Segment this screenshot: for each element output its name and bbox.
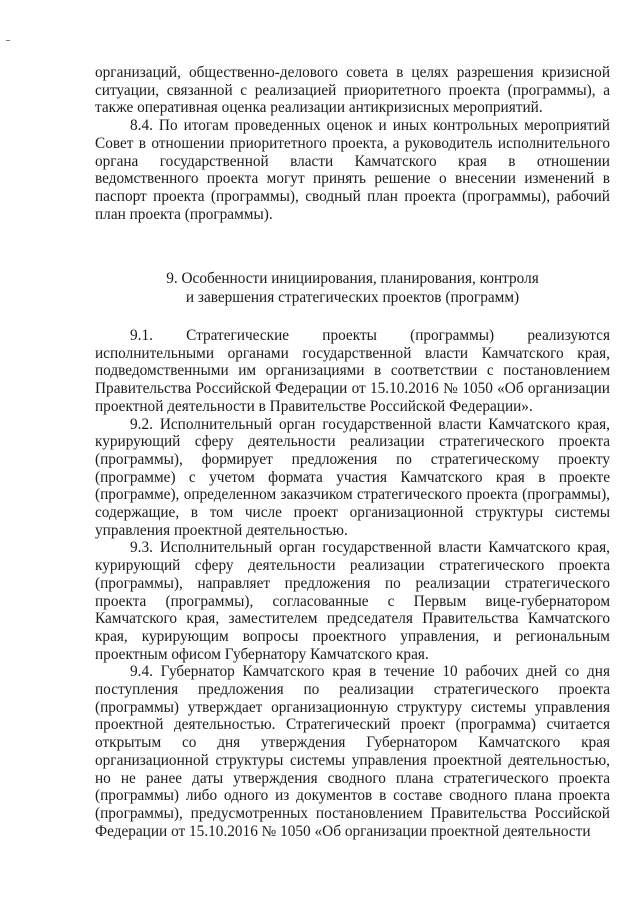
paragraph-9-1: 9.1. Стратегические проекты (программы) реализуются исполнительными органами государственной власти Камчатского края, подведомственными им организациями в соответствии с постановлением Правительства Российской Федерации от 15.10.2016 № 1050 «Об организации проектной деятельности в Правительстве Российской Федерации». — [95, 327, 610, 415]
paragraph-9-4: 9.4. Губернатор Камчатского края в течение 10 рабочих дней со дня поступления предложения по реализации стратегического проекта (программы) утверждает организационную структуру системы управления проектной деятельностью. Стратегический проект (программа) считается открытым со дня утверждения Губернатором Камчатского края организационной структуры системы управления проектной деятельностью, но не ранее даты утверждения сводного плана стратегического проекта (программы) либо одного из документов в составе сводного плана проекта (программы), предусмотренных постановлением Правительства Российской Федерации от 15.10.2016 № 1050 «Об организации проектной деятельности — [95, 663, 610, 840]
section-title — [95, 270, 610, 307]
paragraph-9-2: 9.2. Исполнительный орган государственной власти Камчатского края, курирующий сферу деятельности реализации стратегического проекта (программы), формирует предложения по стратегическому проекту (программе) с учетом формата участия Камчатского края в проекте (программе), определенном заказчиком стратегического проекта (программы), содержащие, в том числе проект организационной структуры системы управления проектной деятельностью. — [95, 415, 610, 539]
section-text-block — [95, 327, 610, 840]
paragraph-continuation: организаций, общественно-делового совета в целях разрешения кризисной ситуации, связанной с реализацией приоритетного проекта (программы), а также оперативная оценка реализации антикризисных мероприятий. — [95, 64, 610, 117]
section-title-line-2: и завершения стратегических проектов (программ) — [185, 288, 520, 306]
top-text-block — [95, 64, 610, 223]
margin-mark — [6, 40, 10, 41]
paragraph-9-3: 9.3. Исполнительный орган государственной власти Камчатского края, курирующий сферу деятельности реализации стратегического проекта (программы), направляет предложения по реализации стратегического проекта (программы), согласованные с Первым вице-губернатором Камчатского края, заместителем председателя Правительства Камчатского края, курирующим вопросы проектного управления, и региональным проектным офисом Губернатору Камчатского края. — [95, 539, 610, 663]
section-title-line-1: 9. Особенности инициирования, планирования, контроля — [166, 270, 539, 287]
paragraph-8-4: 8.4. По итогам проведенных оценок и иных контрольных мероприятий Совет в отношении приоритетного проекта, а руководитель исполнительного органа государственной власти Камчатского края в отношении ведомственного проекта могут принять решение о внесении изменений в паспорт проекта (программы), сводный план проекта (программы), рабочий план проекта (программы). — [95, 117, 610, 223]
